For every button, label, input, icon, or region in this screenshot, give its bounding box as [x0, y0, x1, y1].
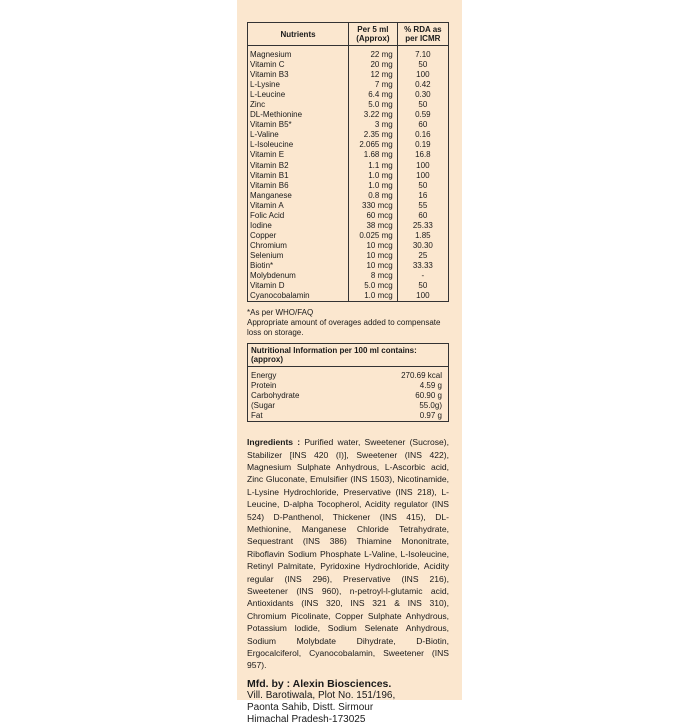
nutrient-name: Vitamin B1 [248, 171, 349, 181]
nutrient-amount: 1.0 mg [349, 181, 398, 191]
nutrient-name: Zinc [248, 100, 349, 110]
nutrition-value: 0.97 g [419, 411, 442, 421]
nutrient-name: Vitamin C [248, 60, 349, 70]
nutrient-amount: 8 mcg [349, 271, 398, 281]
nutrient-name: Vitamin D [248, 281, 349, 291]
nutrient-rda: 16.8 [397, 150, 448, 160]
nutrient-name: Magnesium [248, 50, 349, 60]
nutrient-rda: 33.33 [397, 261, 448, 271]
nutrient-row [248, 60, 449, 70]
footnote-who: *As per WHO/FAQ [247, 308, 314, 318]
nutrition-label: Fat [251, 411, 263, 421]
nutrient-amount: 2.065 mg [349, 140, 398, 150]
nutrient-rda: 16 [397, 191, 448, 201]
nutrient-row [248, 191, 449, 201]
nutrient-amount: 5.0 mg [349, 100, 398, 110]
nutrient-row [248, 221, 449, 231]
nutrient-row [248, 281, 449, 291]
nutrient-name: Vitamin B2 [248, 161, 349, 171]
nutrient-name: Folic Acid [248, 211, 349, 221]
nutrient-amount: 10 mcg [349, 261, 398, 271]
nutrient-row [248, 171, 449, 181]
nutrient-row [248, 241, 449, 251]
ingredients-block [247, 436, 449, 672]
nutrient-rda: 50 [397, 181, 448, 191]
nutrient-amount: 12 mg [349, 70, 398, 80]
nutrient-name: Vitamin A [248, 201, 349, 211]
nutrient-row [248, 140, 449, 150]
nutrition-row [248, 371, 448, 381]
nutrient-rda: 0.42 [397, 80, 448, 90]
nutrient-rda: 30.30 [397, 241, 448, 251]
nutrient-rda: 100 [397, 161, 448, 171]
nutrition-label: Energy [251, 371, 277, 381]
nutrient-amount: 38 mcg [349, 221, 398, 231]
nutrients-header-cell [349, 23, 398, 46]
nutrient-row [248, 150, 449, 160]
nutrient-rda: 60 [397, 211, 448, 221]
nutrient-row [248, 100, 449, 110]
footnotes [247, 308, 449, 338]
nutrient-rda: 0.30 [397, 90, 448, 100]
nutrient-row [248, 271, 449, 281]
nutrients-header-text: Nutrients [280, 29, 316, 39]
nutrient-amount: 1.0 mcg [349, 291, 398, 302]
nutrient-amount: 60 mcg [349, 211, 398, 221]
nutrition-row [248, 391, 448, 401]
nutrient-rda: 60 [397, 120, 448, 130]
nutrient-rda: 0.59 [397, 110, 448, 120]
nutrient-name: Vitamin B5* [248, 120, 349, 130]
nutritional-info-table [248, 367, 448, 421]
nutrient-amount: 20 mg [349, 60, 398, 70]
nutrient-row [248, 211, 449, 221]
nutrient-rda: 0.16 [397, 130, 448, 140]
nutrient-row [248, 201, 449, 211]
nutrient-rda: 100 [397, 171, 448, 181]
address-line: Vill. Barotiwala, Plot No. 151/196, [247, 689, 396, 701]
address-line: Himachal Pradesh-173025 [247, 714, 366, 726]
nutrition-row [248, 381, 448, 391]
nutrient-rda: 25 [397, 251, 448, 261]
nutrients-header-text: % RDA as [404, 25, 442, 34]
nutrient-amount: 2.35 mg [349, 130, 398, 140]
nutrient-rda: 25.33 [397, 221, 448, 231]
nutrition-row [248, 401, 448, 411]
nutrition-value: 270.69 kcal [401, 371, 442, 381]
manufacturer-address [247, 690, 449, 727]
nutrients-header-text: (Approx) [356, 34, 390, 43]
nutrient-name: Manganese [248, 191, 349, 201]
nutrient-row [248, 161, 449, 171]
nutrient-row [248, 181, 449, 191]
nutrient-name: Copper [248, 231, 349, 241]
nutrient-amount: 10 mcg [349, 241, 398, 251]
nutrient-name: DL-Methionine [248, 110, 349, 120]
nutrient-row [248, 50, 449, 60]
ingredients-text: Purified water, Sweetener (Sucrose), Stabilizer [INS 420 (I)], Sweetener (INS 422), Magnesium Sulphate Anhydrous, L-Ascorbic acid, Zinc Gluconate, Emulsifier (INS 1503), Nicotinamide, L-Lysine Hydrochloride, Preservative (INS 218), L-Leucine, D-alpha Tocopherol, Acidity regulator (INS 524) D-Panthenol, Thickener (INS 415), DL-Methionine, Manganese Chloride Tetrahydrate, Sequestrant (INS 386) Thiamine Mononitrate, Riboflavin Sodium Phosphate L-Valine, L-Isoleucine, Retinyl Palmitate, Pyridoxine Hydrochloride, Acidity regular (INS 296), Preservative (INS 216), Sweetener (INS 960), n-petroyl-l-glutamic acid, Antioxidants (INS 320, INS 321 & INS 310), Chromium Picolinate, Copper Sulphate Anhydrous, Potassium lodide, Sodium Selenate Anhydrous, Sodium Molybdate Dihydrate, D-Biotin, Ergocalciferol, Cyanocobalamin, Sweetener (INS 957). [247, 437, 449, 671]
nutrient-name: Cyanocobalamin [248, 291, 349, 302]
nutrient-row [248, 120, 449, 130]
nutrition-label: Carbohydrate [251, 391, 300, 401]
nutrient-amount: 1.68 mg [349, 150, 398, 160]
nutrition-row [248, 411, 448, 421]
nutrient-name: Vitamin E [248, 150, 349, 160]
nutrient-amount: 6.4 mg [349, 90, 398, 100]
nutrients-table [247, 22, 449, 302]
nutrient-rda: 55 [397, 201, 448, 211]
nutrient-rda: 100 [397, 70, 448, 80]
nutrient-amount: 0.8 mg [349, 191, 398, 201]
nutrients-header-text: per ICMR [405, 34, 441, 43]
nutrient-rda: 100 [397, 291, 448, 302]
nutrient-amount: 330 mcg [349, 201, 398, 211]
nutrient-name: L-Lysine [248, 80, 349, 90]
nutrient-rda: 0.19 [397, 140, 448, 150]
nutrient-row [248, 251, 449, 261]
nutrient-rda: 7.10 [397, 50, 448, 60]
nutrition-label: (Sugar [251, 401, 276, 411]
nutrients-header-text: Per 5 ml [357, 25, 389, 34]
nutrient-row [248, 261, 449, 271]
nutrient-amount: 7 mg [349, 80, 398, 90]
nutrient-name: Selenium [248, 251, 349, 261]
nutrient-name: Biotin* [248, 261, 349, 271]
nutrient-rda: 50 [397, 100, 448, 110]
nutrient-row [248, 291, 449, 302]
nutrients-header-cell [397, 23, 448, 46]
nutrient-amount: 1.1 mg [349, 161, 398, 171]
nutrient-amount: 5.0 mcg [349, 281, 398, 291]
nutrient-rda: - [397, 271, 448, 281]
nutrient-amount: 1.0 mg [349, 171, 398, 181]
nutrient-name: Vitamin B6 [248, 181, 349, 191]
nutrients-header-cell [248, 23, 349, 46]
nutrient-rda: 50 [397, 281, 448, 291]
nutrient-row [248, 70, 449, 80]
nutrient-name: Iodine [248, 221, 349, 231]
nutrient-name: Chromium [248, 241, 349, 251]
nutrient-row [248, 110, 449, 120]
manufacturer-label: Mfd. by : Alexin Biosciences. [247, 677, 392, 690]
nutrient-name: L-Valine [248, 130, 349, 140]
nutrient-row [248, 90, 449, 100]
nutrient-amount: 10 mcg [349, 251, 398, 261]
nutrient-amount: 3 mg [349, 120, 398, 130]
nutrient-name: Vitamin B3 [248, 70, 349, 80]
nutrient-name: L-Leucine [248, 90, 349, 100]
nutrition-value: 4.59 g [419, 381, 442, 391]
nutrient-amount: 0.025 mg [349, 231, 398, 241]
nutrition-value: 55.0g) [419, 401, 442, 411]
label-content [247, 22, 449, 727]
ingredients-label: Ingredients : [247, 437, 301, 448]
nutrition-label: Protein [251, 381, 277, 391]
address-line: Paonta Sahib, Distt. Sirmour [247, 702, 374, 714]
nutritional-info-title: Nutritional Information per 100 ml contains: (approx) [248, 344, 448, 367]
nutritional-info-box [247, 343, 449, 422]
nutrient-rda: 50 [397, 60, 448, 70]
nutrient-amount: 3.22 mg [349, 110, 398, 120]
footnote-overages: Appropriate amount of overages added to compensate loss on storage. [247, 318, 441, 338]
nutrient-row [248, 130, 449, 140]
nutrient-row [248, 80, 449, 90]
nutrient-name: Molybdenum [248, 271, 349, 281]
nutrient-row [248, 231, 449, 241]
nutrition-value: 60.90 g [415, 391, 442, 401]
nutrients-header-row [248, 23, 449, 46]
nutrient-amount: 22 mg [349, 50, 398, 60]
nutrient-rda: 1.85 [397, 231, 448, 241]
nutrient-name: L-Isoleucine [248, 140, 349, 150]
